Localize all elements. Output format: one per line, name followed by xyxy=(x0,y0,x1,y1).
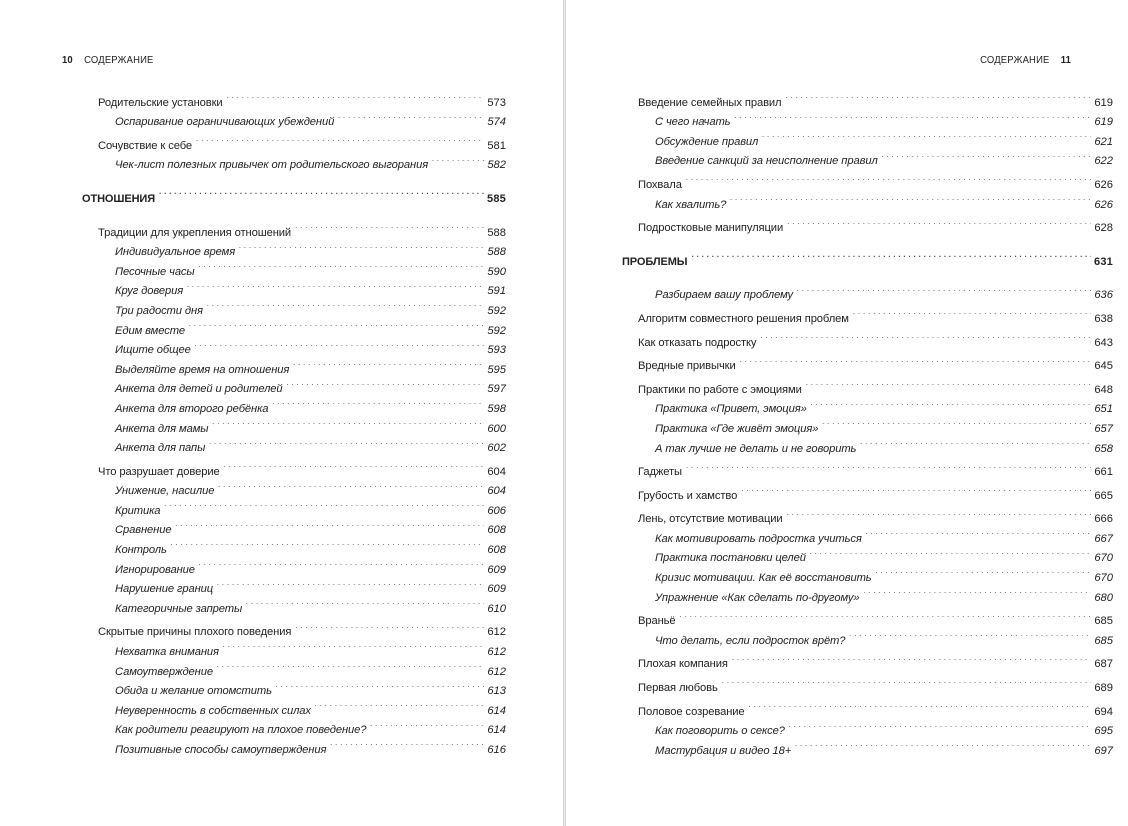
toc-entry-title: Гаджеты xyxy=(638,466,682,479)
dot-leader xyxy=(730,188,1091,208)
dot-leader xyxy=(171,533,485,553)
toc-entry-page: 680 xyxy=(1094,591,1113,604)
toc-entry-page: 645 xyxy=(1094,360,1113,373)
toc-entry-title: Анкета для второго ребёнка xyxy=(115,402,269,415)
toc-entry-page: 612 xyxy=(487,646,506,659)
toc-entry-page: 687 xyxy=(1094,658,1113,671)
toc-entry-page: 616 xyxy=(487,744,506,756)
toc-entry-page: 695 xyxy=(1094,725,1113,738)
toc-entry-title: ОТНОШЕНИЯ xyxy=(82,192,156,205)
toc-entry-title: Грубость и хамство xyxy=(638,489,738,502)
toc-entry-title: Оспаривание ограничивающих убеждений xyxy=(115,116,335,129)
dot-leader xyxy=(822,412,1091,432)
toc-entry-title: Как отказать подростку xyxy=(638,336,757,349)
toc-entry-page: 665 xyxy=(1094,489,1113,502)
toc-entry-page: 582 xyxy=(487,159,506,172)
toc-entry-title: Круг доверия xyxy=(115,285,184,298)
right-page xyxy=(565,0,1128,826)
dot-leader xyxy=(217,573,484,593)
toc-entry-page: 622 xyxy=(1094,155,1113,168)
toc-entry-title: Плохая компания xyxy=(638,658,728,671)
toc-entry-page: 592 xyxy=(487,304,506,317)
toc-entry-title: Выделяйте время на отношения xyxy=(115,363,290,376)
dot-leader xyxy=(217,655,484,675)
dot-leader xyxy=(159,182,484,202)
toc-entry-title: Нехватка внимания xyxy=(115,646,219,659)
toc-entry-page: 651 xyxy=(1094,403,1113,416)
dot-leader xyxy=(797,279,1091,299)
toc-entry xyxy=(622,624,1113,647)
toc-entry-title: Разбираем вашу проблему xyxy=(655,289,794,302)
toc-entry xyxy=(622,86,1113,109)
dot-leader xyxy=(218,475,484,495)
toc-entry-title: Вредные привычки xyxy=(638,360,736,373)
dot-leader xyxy=(370,714,484,734)
toc-entry-title: Сравнение xyxy=(115,524,172,537)
toc-entry-page: 636 xyxy=(1094,289,1113,302)
dot-leader xyxy=(786,86,1092,106)
toc-entry-page: 590 xyxy=(487,265,506,278)
toc-entry-page: 694 xyxy=(1094,705,1113,718)
toc-entry-page: 606 xyxy=(487,504,506,517)
toc-entry-title: Мастурбация и видео 18+ xyxy=(655,744,792,757)
dot-leader xyxy=(207,294,484,314)
toc-entry-title: Как мотивировать подростка учиться xyxy=(655,532,862,545)
dot-leader xyxy=(787,503,1092,523)
toc-entry-title: Анкета для детей и родителей xyxy=(115,383,283,396)
dot-leader xyxy=(293,353,484,373)
toc-entry xyxy=(622,479,1113,502)
toc-entry-title: А так лучше не делать и не говорить xyxy=(655,442,857,455)
toc-entry xyxy=(622,168,1113,191)
dot-leader xyxy=(224,455,485,475)
toc-entry-page: 612 xyxy=(487,626,506,639)
toc-entry-title: Введение семейных правил xyxy=(638,96,782,109)
toc-entry-page: 613 xyxy=(487,685,506,698)
toc-entry-title: Самоутверждение xyxy=(115,665,213,678)
toc-entry-title: Алгоритм совместного решения проблем xyxy=(638,312,849,325)
toc-entry-title: Практика постановки целей xyxy=(655,552,806,565)
toc-entry-page: 591 xyxy=(487,285,506,298)
dot-leader xyxy=(732,648,1091,668)
dot-leader xyxy=(227,86,485,106)
toc-entry xyxy=(82,182,506,205)
dot-leader xyxy=(810,542,1091,562)
toc-entry-title: Категоричные запреты xyxy=(115,602,243,615)
toc-entry xyxy=(622,605,1113,628)
dot-leader xyxy=(806,373,1092,393)
toc-entry-page: 573 xyxy=(487,96,506,109)
toc-entry-page: 621 xyxy=(1094,135,1113,148)
toc-entry-title: Едим вместе xyxy=(115,324,186,337)
toc-entry-page: 638 xyxy=(1094,312,1113,325)
toc-entry-title: Песочные часы xyxy=(115,265,195,278)
toc-entry-title: Сочувствие к себе xyxy=(98,139,193,152)
toc-entry-page: 658 xyxy=(1094,442,1113,455)
toc-entry-title: Позитивные способы самоутверждения xyxy=(115,744,327,756)
dot-leader xyxy=(853,302,1091,322)
toc-entry-page: 608 xyxy=(487,544,506,557)
right-toc-list xyxy=(622,86,1113,757)
toc-entry-page: 626 xyxy=(1094,178,1113,191)
toc-entry-title: Упражнение «Как сделать по-другому» xyxy=(655,591,860,604)
toc-entry-title: Обида и желание отомстить xyxy=(115,685,272,698)
toc-entry-title: Игнорирование xyxy=(115,563,195,576)
toc-entry-page: 643 xyxy=(1094,336,1113,349)
dot-leader xyxy=(187,275,484,295)
dot-leader xyxy=(866,522,1092,542)
dot-leader xyxy=(762,125,1091,145)
toc-entry-title: ПРОБЛЕМЫ xyxy=(622,255,688,268)
left-running-head xyxy=(62,54,154,66)
toc-entry-page: 585 xyxy=(487,192,506,205)
toc-entry-page: 597 xyxy=(487,383,506,396)
dot-leader xyxy=(195,334,485,354)
dot-leader xyxy=(315,694,484,714)
dot-leader xyxy=(760,326,1091,346)
dot-leader xyxy=(876,561,1092,581)
toc-entry-title: Неуверенность в собственных силах xyxy=(115,704,311,717)
toc-entry-page: 614 xyxy=(487,704,506,717)
toc-entry-title: Практика «Привет, эмоция» xyxy=(655,403,807,416)
dot-leader xyxy=(811,393,1092,413)
dot-leader xyxy=(749,695,1092,715)
dot-leader xyxy=(196,129,484,149)
dot-leader xyxy=(164,494,484,514)
toc-entry-page: 685 xyxy=(1094,615,1113,628)
dot-leader xyxy=(432,149,484,169)
toc-entry-page: 631 xyxy=(1094,255,1113,268)
toc-entry-page: 592 xyxy=(487,324,506,337)
dot-leader xyxy=(295,216,484,236)
toc-entry-title: Введение санкций за неисполнение правил xyxy=(655,155,878,168)
right-running-head xyxy=(980,54,1071,66)
toc-entry-page: 581 xyxy=(487,139,506,152)
toc-entry-title: Первая любовь xyxy=(638,682,718,695)
toc-entry-page: 574 xyxy=(487,116,506,129)
dot-leader xyxy=(740,350,1092,370)
toc-entry-title: С чего начать xyxy=(655,116,731,129)
toc-entry-title: Контроль xyxy=(115,544,167,557)
dot-leader xyxy=(223,635,484,655)
toc-entry-page: 600 xyxy=(487,422,506,435)
dot-leader xyxy=(209,432,484,452)
toc-entry-title: Как родители реагируют на плохое поведение? xyxy=(115,724,367,737)
toc-entry-page: 609 xyxy=(487,563,506,576)
dot-leader xyxy=(722,671,1092,691)
dot-leader xyxy=(686,456,1091,476)
dot-leader xyxy=(686,168,1092,188)
toc-entry-page: 619 xyxy=(1094,96,1113,109)
toc-entry-page: 602 xyxy=(487,442,506,455)
toc-entry-page: 609 xyxy=(487,583,506,596)
toc-entry xyxy=(622,279,1113,302)
toc-entry-title: Обсуждение правил xyxy=(655,135,759,148)
toc-entry-page: 666 xyxy=(1094,513,1113,526)
toc-entry-title: Индивидуальное время xyxy=(115,246,236,259)
toc-entry-page: 604 xyxy=(487,485,506,498)
toc-entry-title: Лень, отсутствие мотивации xyxy=(638,513,783,526)
dot-leader xyxy=(239,236,484,256)
toc-entry-title: Враньё xyxy=(638,615,676,628)
dot-leader xyxy=(864,581,1092,601)
toc-entry-title: Нарушение границ xyxy=(115,583,214,596)
dot-leader xyxy=(287,373,485,393)
toc-entry-page: 619 xyxy=(1094,116,1113,129)
toc-entry-page: 588 xyxy=(487,226,506,239)
dot-leader xyxy=(175,514,484,534)
toc-entry-page: 595 xyxy=(487,363,506,376)
dot-leader xyxy=(860,432,1091,452)
toc-entry xyxy=(622,456,1113,479)
toc-entry-title: Как хвалить? xyxy=(655,198,727,211)
toc-entry-title: Критика xyxy=(115,504,161,517)
toc-entry-title: Родительские установки xyxy=(98,96,223,109)
toc-entry-title: Анкета для мамы xyxy=(115,422,209,435)
toc-entry-page: 670 xyxy=(1094,572,1113,585)
toc-entry-title: Что делать, если подросток врёт? xyxy=(655,634,846,647)
dot-leader xyxy=(295,616,484,636)
dot-leader xyxy=(330,733,484,753)
toc-entry xyxy=(622,188,1113,211)
dot-leader xyxy=(212,412,484,432)
dot-leader xyxy=(246,592,484,612)
toc-entry-title: Чек-лист полезных привычек от родительского выгорания xyxy=(115,159,429,172)
dot-leader xyxy=(789,715,1092,735)
toc-entry-title: Что разрушает доверие xyxy=(98,465,220,478)
toc-entry xyxy=(82,86,506,109)
dot-leader xyxy=(795,734,1091,754)
toc-entry-page: 667 xyxy=(1094,532,1113,545)
toc-entry xyxy=(622,245,1113,268)
toc-entry-page: 593 xyxy=(487,344,506,357)
dot-leader xyxy=(849,624,1091,644)
toc-entry-page: 614 xyxy=(487,724,506,737)
toc-entry-title: Традиции для укрепления отношений xyxy=(98,226,292,239)
toc-entry-title: Унижение, насилие xyxy=(115,485,215,498)
toc-entry-title: Скрытые причины плохого поведения xyxy=(98,626,292,639)
toc-entry-page: 610 xyxy=(487,602,506,615)
right-running-head-title: СОДЕРЖАНИЕ xyxy=(980,54,1050,66)
toc-entry-page: 657 xyxy=(1094,422,1113,435)
toc-entry-title: Подростковые манипуляции xyxy=(638,222,784,235)
left-page-number: 10 xyxy=(62,54,73,66)
toc-entry-page: 628 xyxy=(1094,222,1113,235)
toc-entry-page: 661 xyxy=(1094,466,1113,479)
toc-entry-page: 648 xyxy=(1094,383,1113,396)
toc-entry-page: 626 xyxy=(1094,198,1113,211)
toc-entry-page: 689 xyxy=(1094,682,1113,695)
toc-entry-page: 670 xyxy=(1094,552,1113,565)
right-page-number: 11 xyxy=(1060,54,1071,66)
toc-entry-page: 612 xyxy=(487,665,506,678)
dot-leader xyxy=(787,212,1091,232)
left-toc-list xyxy=(82,86,506,756)
dot-leader xyxy=(338,106,484,126)
dot-leader xyxy=(734,106,1091,126)
dot-leader xyxy=(882,145,1092,165)
toc-entry-page: 697 xyxy=(1094,744,1113,757)
dot-leader xyxy=(189,314,484,334)
toc-entry-title: Похвала xyxy=(638,178,682,191)
toc-entry-page: 685 xyxy=(1094,634,1113,647)
dot-leader xyxy=(680,605,1092,625)
toc-entry xyxy=(82,216,506,239)
toc-entry-title: Три радости дня xyxy=(115,304,203,317)
toc-entry-page: 598 xyxy=(487,402,506,415)
dot-leader xyxy=(199,255,485,275)
toc-entry-title: Как поговорить о сексе? xyxy=(655,725,785,738)
dot-leader xyxy=(741,479,1091,499)
left-running-head-title: СОДЕРЖАНИЕ xyxy=(84,54,154,66)
toc-entry-page: 608 xyxy=(487,524,506,537)
toc-entry-title: Ищите общее xyxy=(115,344,191,357)
dot-leader xyxy=(199,553,484,573)
toc-entry-title: Практика «Где живёт эмоция» xyxy=(655,422,819,435)
toc-entry-title: Половое созревание xyxy=(638,705,745,718)
dot-leader xyxy=(691,245,1091,265)
toc-entry-page: 604 xyxy=(487,465,506,478)
toc-entry-page: 588 xyxy=(487,246,506,259)
toc-entry-title: Кризис мотивации. Как её восстановить xyxy=(655,572,872,585)
toc-entry-title: Практики по работе с эмоциями xyxy=(638,383,802,396)
dot-leader xyxy=(276,675,484,695)
dot-leader xyxy=(272,392,484,412)
toc-entry-title: Анкета для папы xyxy=(115,442,206,455)
